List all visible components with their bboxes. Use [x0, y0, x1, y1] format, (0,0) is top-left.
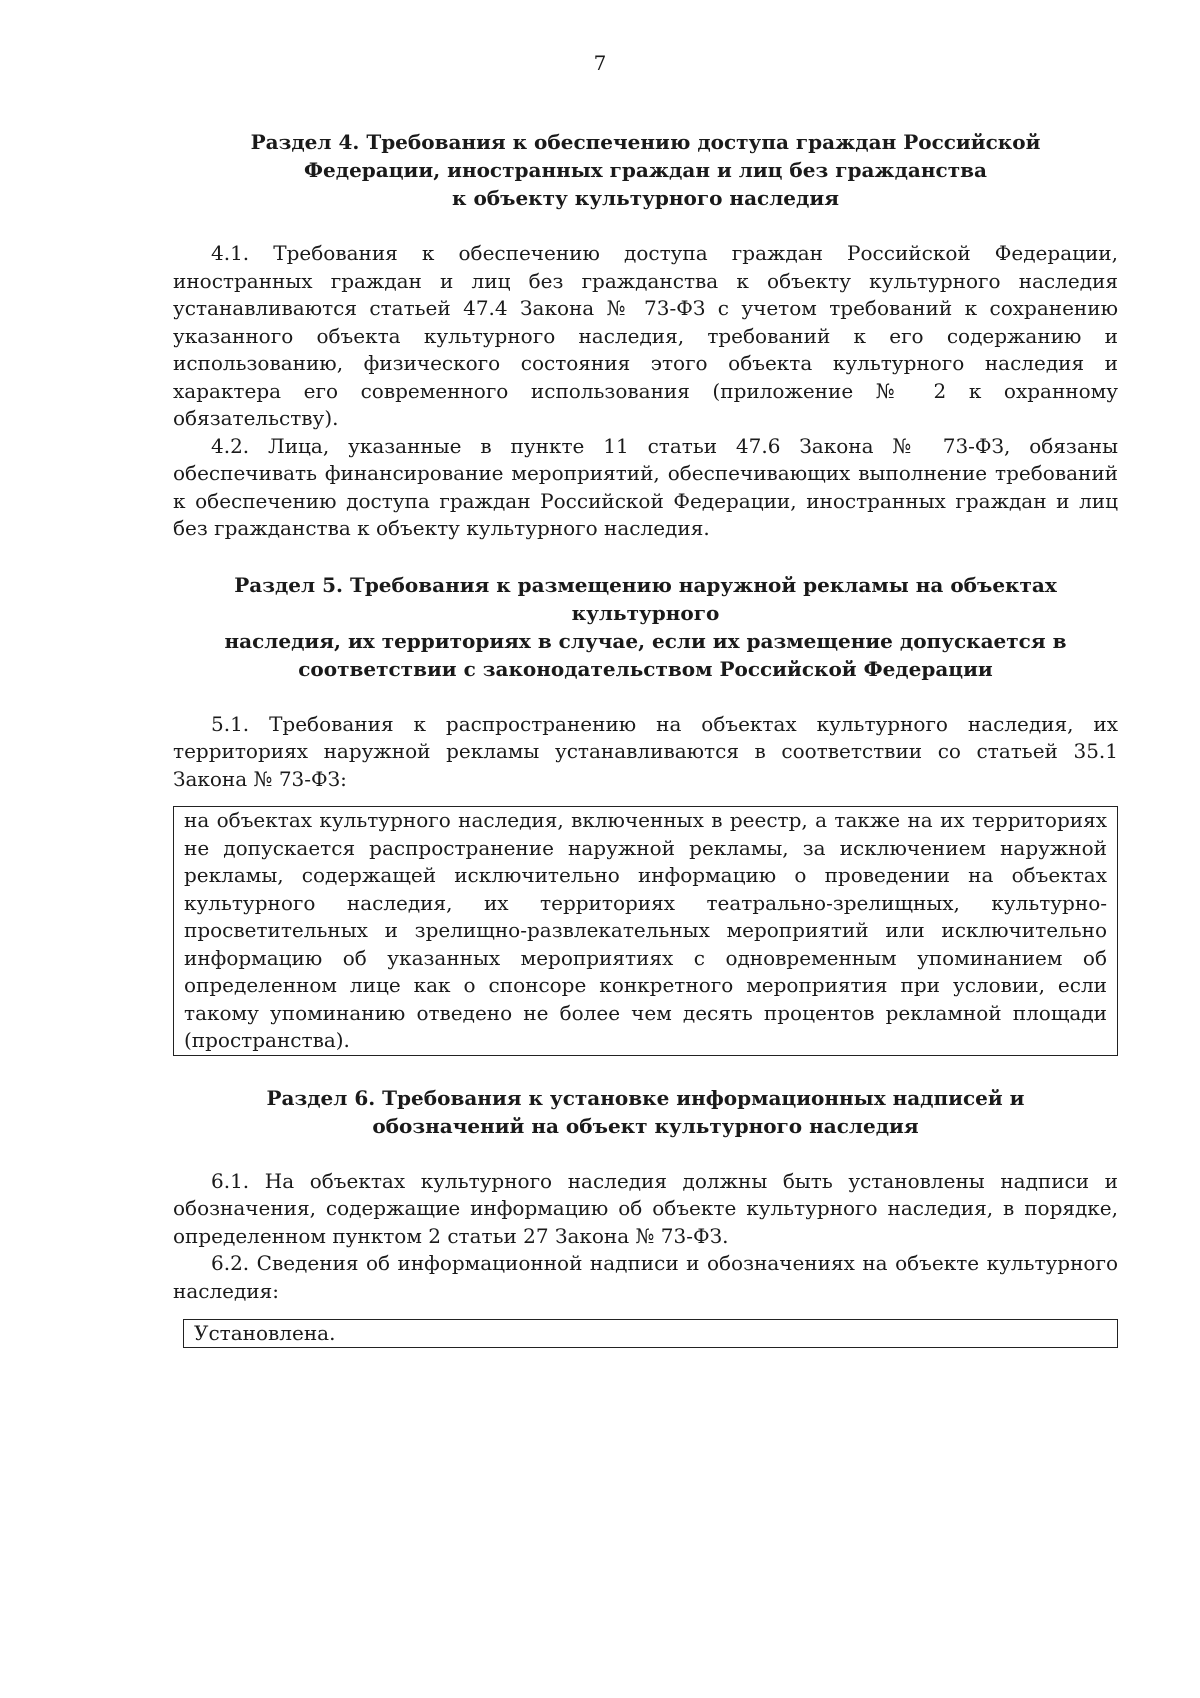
paragraph-5-1: 5.1. Требования к распространению на объектах культурного наследия, их территориях наружной рекламы устанавливаются в соответствии со статьей 35.1 Закона № 73-ФЗ: [173, 711, 1118, 791]
paragraph-4-1: 4.1. Требования к обеспечению доступа граждан Российской Федерации, иностранных граждан и лиц без гражданства к объекту культурного наследия устанавливаются статьей 47.4 Закона № 73-ФЗ с учетом требований к сохранению указанного объекта культурного наследия, требований к его содержанию и использованию, физического состояния этого объекта культурного наследия и характера его современного использования (приложение № 2 к охранному обязательству). [173, 241, 1118, 430]
section-4-heading-line: Раздел 4. Требования к обеспечению доступа граждан Российской [250, 130, 1041, 154]
section-6-heading [173, 1084, 1118, 1140]
paragraph-6-1: 6.1. На объектах культурного наследия должны быть установлены надписи и обозначения, содержащие информацию об объекте культурного наследия, в порядке, определенном пунктом 2 статьи 27 Закона № 73-ФЗ. [173, 1168, 1118, 1248]
section-6-heading-line: Раздел 6. Требования к установке информационных надписей и [266, 1085, 1025, 1110]
section-4-heading-line: Федерации, иностранных граждан и лиц без гражданства [304, 158, 987, 182]
section-6-heading-line: обозначений на объект культурного наследия [372, 1113, 919, 1138]
advertising-rules-box: на объектах культурного наследия, включенных в реестр, а также на их территориях не допускается распространение наружной рекламы, за исключением наружной рекламы, содержащей исключительно информацию о проведении на объектах культурного наследия, их территориях театрально-зрелищных, культурно-просветительных и зрелищно-развлекательных мероприятий или исключительно информацию об указанных мероприятиях с одновременным упоминанием об определенном лице как о спонсоре конкретного мероприятия при условии, если такому упоминанию отведено не более чем десять процентов рекламной площади (пространства). [173, 806, 1118, 1056]
paragraph-6-2: 6.2. Сведения об информационной надписи и обозначениях на объекте культурного наследия: [173, 1251, 1118, 1303]
page-number: 7 [593, 51, 607, 75]
inscription-status-box: Установлена. [183, 1319, 1118, 1348]
section-5-heading-line: наследия, их территориях в случае, если их размещение допускается в [224, 628, 1067, 653]
section-5-heading [173, 571, 1118, 683]
section-5-heading-line: Раздел 5. Требования к размещению наружной рекламы на объектах культурного [234, 572, 1057, 625]
section-4-heading-line: к объекту культурного наследия [452, 186, 839, 210]
section-4-heading [173, 128, 1118, 212]
document-body [173, 128, 1118, 1348]
paragraph-4-2: 4.2. Лица, указанные в пункте 11 статьи 47.6 Закона № 73-ФЗ, обязаны обеспечивать финансирование мероприятий, обеспечивающих выполнение требований к обеспечению доступа граждан Российской Федерации, иностранных граждан и лиц без гражданства к объекту культурного наследия. [173, 433, 1118, 540]
section-5-heading-line: соответствии с законодательством Российской Федерации [298, 656, 993, 681]
